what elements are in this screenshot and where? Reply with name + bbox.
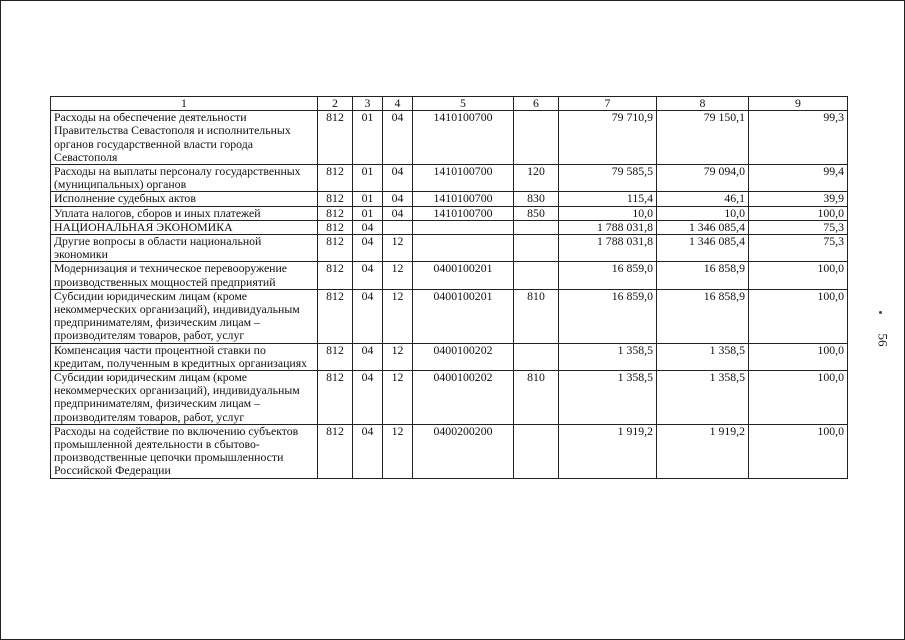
row-percent: 100,0	[749, 343, 848, 370]
row-name: Другие вопросы в области национальной экономики	[51, 235, 318, 262]
table-row	[51, 262, 848, 289]
row-subsection: 12	[383, 289, 413, 343]
row-name: Исполнение судебных актов	[51, 192, 318, 206]
row-plan: 16 859,0	[559, 289, 657, 343]
row-grbs: 812	[318, 111, 353, 165]
row-percent: 100,0	[749, 289, 848, 343]
row-target-article: 0400100202	[413, 371, 514, 425]
row-plan: 16 859,0	[559, 262, 657, 289]
row-executed: 16 858,9	[657, 289, 749, 343]
row-subsection	[383, 220, 413, 234]
row-percent: 100,0	[749, 424, 848, 478]
col-header-7: 7	[559, 97, 657, 111]
row-expense-type: 850	[514, 206, 559, 220]
table-row	[51, 206, 848, 220]
row-name: НАЦИОНАЛЬНАЯ ЭКОНОМИКА	[51, 220, 318, 234]
row-section: 04	[353, 289, 383, 343]
row-grbs: 812	[318, 371, 353, 425]
row-expense-type: 810	[514, 289, 559, 343]
row-name: Расходы на обеспечение деятельности Правительства Севастополя и исполнительных органов государственной власти города Севастополя	[51, 111, 318, 165]
row-target-article: 0400100201	[413, 262, 514, 289]
row-section: 04	[353, 220, 383, 234]
row-target-article: 1410100700	[413, 111, 514, 165]
row-grbs: 812	[318, 192, 353, 206]
row-name: Расходы на содействие по включению субъектов промышленной деятельности в сбытово-производственные цепочки промышленности Российской Федерации	[51, 424, 318, 478]
row-plan: 79 585,5	[559, 165, 657, 192]
row-executed: 79 150,1	[657, 111, 749, 165]
scan-dot	[879, 311, 882, 314]
row-grbs: 812	[318, 262, 353, 289]
row-percent: 75,3	[749, 235, 848, 262]
row-grbs: 812	[318, 206, 353, 220]
row-section: 04	[353, 235, 383, 262]
row-subsection: 04	[383, 206, 413, 220]
row-plan: 1 358,5	[559, 371, 657, 425]
row-plan: 1 919,2	[559, 424, 657, 478]
row-target-article: 1410100700	[413, 192, 514, 206]
row-expense-type	[514, 220, 559, 234]
row-subsection: 12	[383, 424, 413, 478]
row-executed: 10,0	[657, 206, 749, 220]
row-section: 04	[353, 262, 383, 289]
row-subsection: 12	[383, 235, 413, 262]
row-grbs: 812	[318, 235, 353, 262]
row-grbs: 812	[318, 424, 353, 478]
row-plan: 10,0	[559, 206, 657, 220]
col-header-9: 9	[749, 97, 848, 111]
row-expense-type	[514, 343, 559, 370]
page-number: 56	[875, 333, 891, 347]
row-percent: 100,0	[749, 262, 848, 289]
row-grbs: 812	[318, 289, 353, 343]
row-grbs: 812	[318, 165, 353, 192]
row-expense-type: 830	[514, 192, 559, 206]
row-percent: 75,3	[749, 220, 848, 234]
table-row	[51, 371, 848, 425]
row-executed: 16 858,9	[657, 262, 749, 289]
row-executed: 1 358,5	[657, 371, 749, 425]
col-header-4: 4	[383, 97, 413, 111]
row-section: 01	[353, 192, 383, 206]
row-executed: 1 346 085,4	[657, 220, 749, 234]
row-section: 01	[353, 165, 383, 192]
row-subsection: 12	[383, 262, 413, 289]
row-name: Субсидии юридическим лицам (кроме некоммерческих организаций), индивидуальным предпринимателям, физическим лицам – производителям товаров, работ, услуг	[51, 371, 318, 425]
row-executed: 1 358,5	[657, 343, 749, 370]
row-plan: 1 358,5	[559, 343, 657, 370]
row-name: Субсидии юридическим лицам (кроме некоммерческих организаций), индивидуальным предпринимателям, физическим лицам – производителям товаров, работ, услуг	[51, 289, 318, 343]
row-name: Модернизация и техническое перевооружение производственных мощностей предприятий	[51, 262, 318, 289]
budget-table	[50, 96, 848, 479]
row-executed: 79 094,0	[657, 165, 749, 192]
header-row	[51, 97, 848, 111]
row-percent: 100,0	[749, 206, 848, 220]
row-grbs: 812	[318, 343, 353, 370]
row-target-article: 1410100700	[413, 165, 514, 192]
table-row	[51, 111, 848, 165]
row-plan: 1 788 031,8	[559, 235, 657, 262]
table-row	[51, 235, 848, 262]
row-section: 04	[353, 343, 383, 370]
row-expense-type	[514, 111, 559, 165]
row-executed: 1 346 085,4	[657, 235, 749, 262]
row-expense-type	[514, 235, 559, 262]
row-percent: 99,3	[749, 111, 848, 165]
table-row	[51, 165, 848, 192]
col-header-8: 8	[657, 97, 749, 111]
row-subsection: 04	[383, 192, 413, 206]
row-expense-type	[514, 424, 559, 478]
row-plan: 1 788 031,8	[559, 220, 657, 234]
row-subsection: 04	[383, 111, 413, 165]
col-header-5: 5	[413, 97, 514, 111]
row-grbs: 812	[318, 220, 353, 234]
row-target-article: 0400100201	[413, 289, 514, 343]
row-executed: 1 919,2	[657, 424, 749, 478]
row-percent: 99,4	[749, 165, 848, 192]
row-plan: 79 710,9	[559, 111, 657, 165]
row-subsection: 12	[383, 343, 413, 370]
col-header-6: 6	[514, 97, 559, 111]
row-executed: 46,1	[657, 192, 749, 206]
row-target-article: 1410100700	[413, 206, 514, 220]
row-subsection: 12	[383, 371, 413, 425]
table-row	[51, 289, 848, 343]
row-expense-type: 810	[514, 371, 559, 425]
table-row	[51, 192, 848, 206]
row-section: 01	[353, 111, 383, 165]
row-subsection: 04	[383, 165, 413, 192]
row-section: 04	[353, 424, 383, 478]
table-row	[51, 220, 848, 234]
row-name: Расходы на выплаты персоналу государственных (муниципальных) органов	[51, 165, 318, 192]
row-target-article: 0400200200	[413, 424, 514, 478]
row-percent: 100,0	[749, 371, 848, 425]
row-target-article	[413, 235, 514, 262]
row-target-article	[413, 220, 514, 234]
row-name: Компенсация части процентной ставки по кредитам, полученным в кредитных организациях	[51, 343, 318, 370]
row-percent: 39,9	[749, 192, 848, 206]
col-header-3: 3	[353, 97, 383, 111]
col-header-2: 2	[318, 97, 353, 111]
row-section: 04	[353, 371, 383, 425]
row-section: 01	[353, 206, 383, 220]
col-header-1: 1	[51, 97, 318, 111]
row-expense-type	[514, 262, 559, 289]
row-plan: 115,4	[559, 192, 657, 206]
row-target-article: 0400100202	[413, 343, 514, 370]
row-expense-type: 120	[514, 165, 559, 192]
table-row	[51, 343, 848, 370]
table-row	[51, 424, 848, 478]
row-name: Уплата налогов, сборов и иных платежей	[51, 206, 318, 220]
